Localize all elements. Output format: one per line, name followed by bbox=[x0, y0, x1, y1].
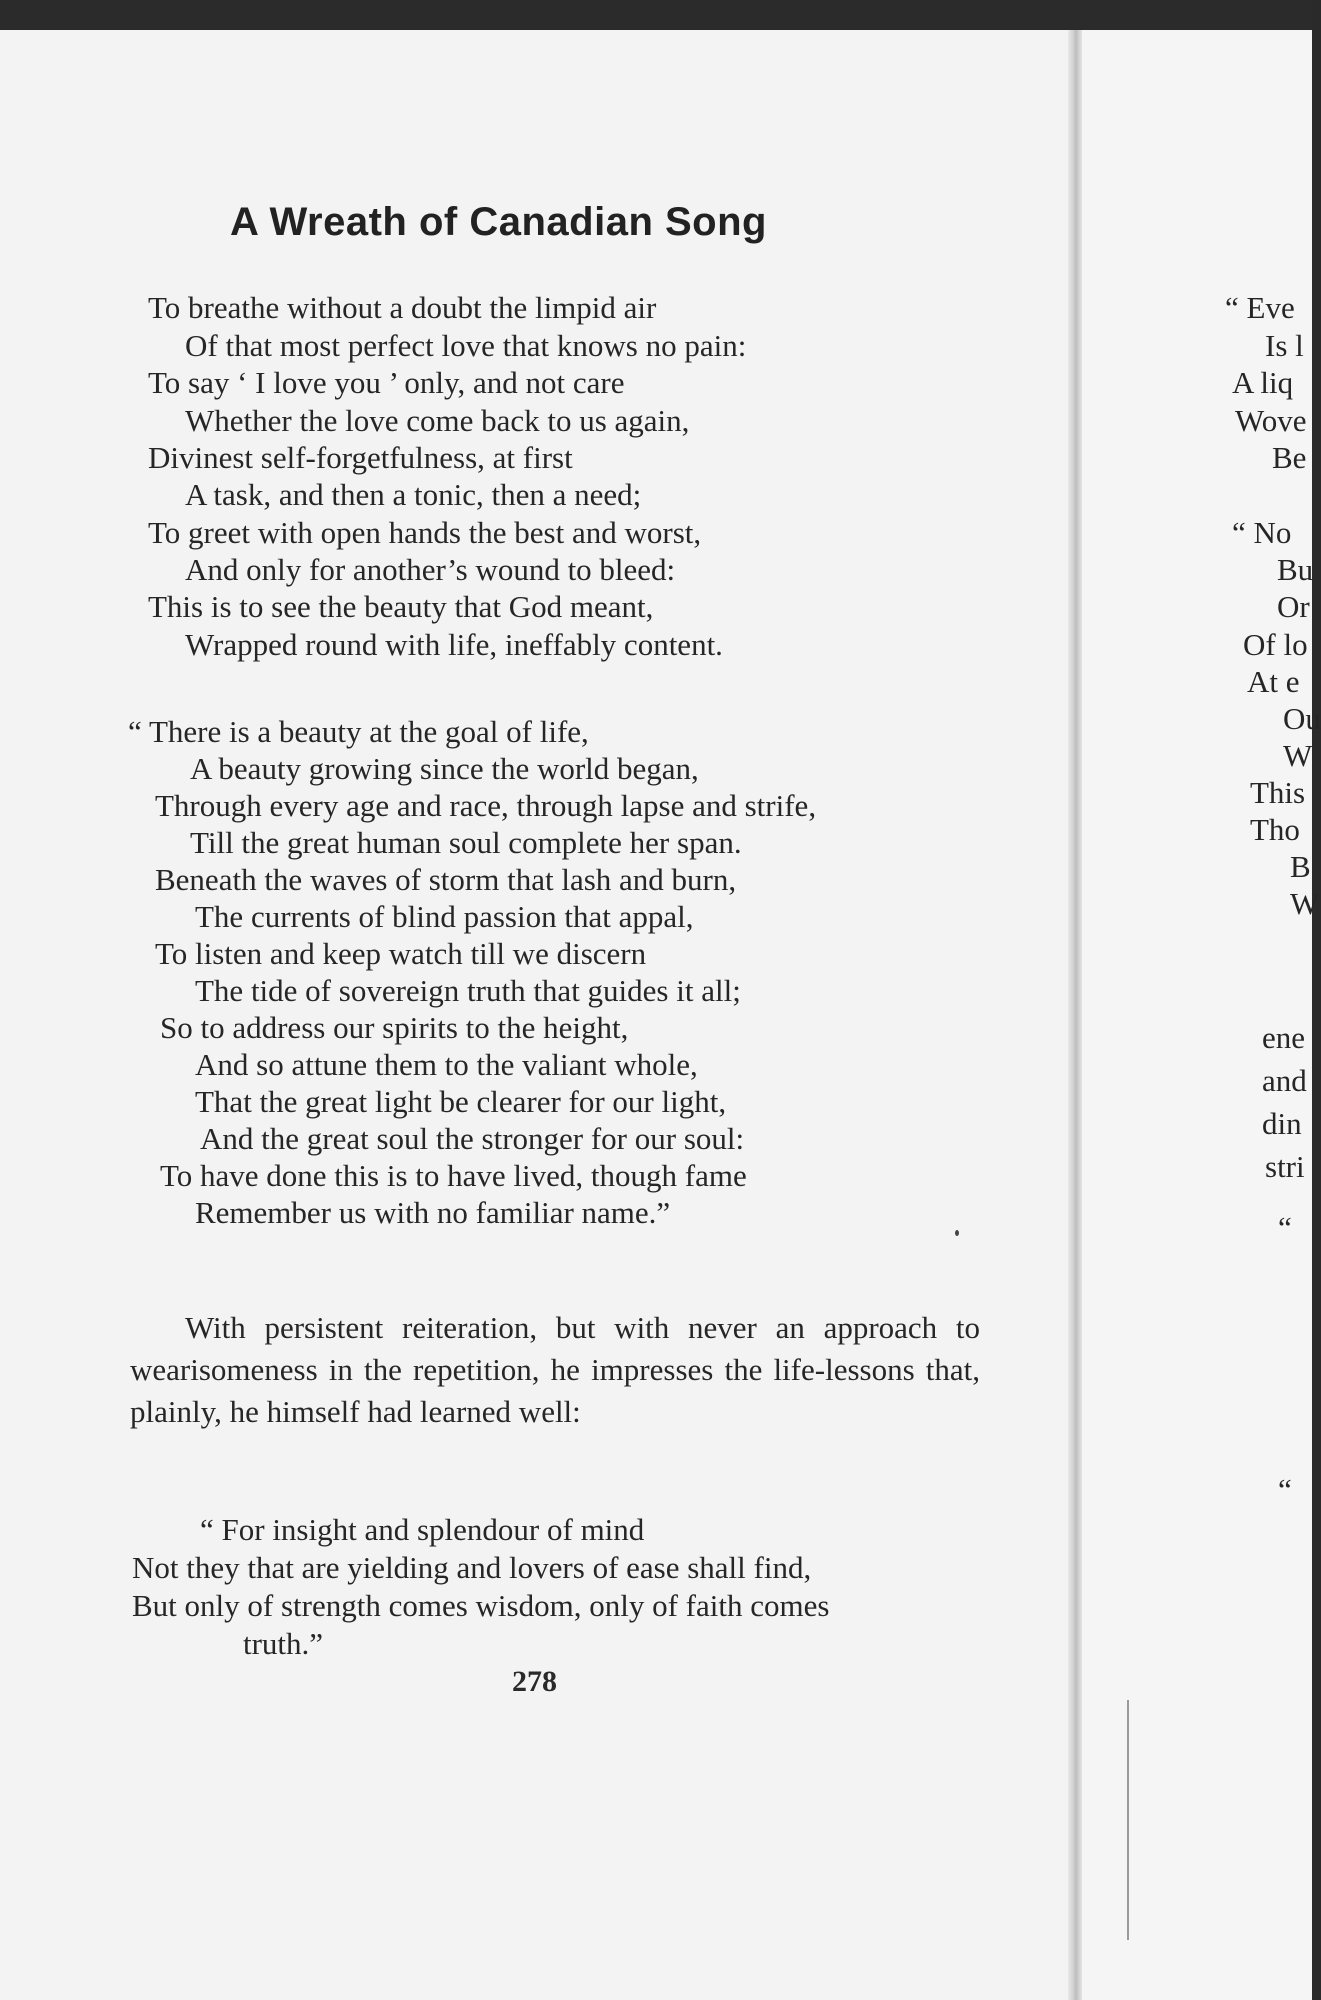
right-page-fragment: stri bbox=[1265, 1149, 1305, 1184]
right-page-fragment: “ bbox=[1278, 1210, 1292, 1245]
scanner-top-edge bbox=[0, 0, 1312, 30]
poem-line: Through every age and race, through lapse and strife, bbox=[155, 788, 817, 823]
poem-line: To say ‘ I love you ’ only, and not care bbox=[148, 365, 625, 400]
right-page-fragment: and bbox=[1262, 1063, 1307, 1098]
right-page-fragment: Be bbox=[1272, 440, 1307, 475]
poem-line: This is to see the beauty that God meant, bbox=[148, 589, 654, 624]
page-number: 278 bbox=[512, 1665, 557, 1698]
poem-line: Divinest self-forgetfulness, at first bbox=[148, 440, 573, 475]
right-page-fragment: “ bbox=[1278, 1472, 1292, 1507]
poem-line: “ There is a beauty at the goal of life, bbox=[128, 714, 589, 749]
poem-line: Wrapped round with life, ineffably content. bbox=[185, 627, 723, 662]
poem-line: A task, and then a tonic, then a need; bbox=[185, 477, 642, 512]
poem-line: That the great light be clearer for our light, bbox=[195, 1084, 727, 1119]
poem-line: Till the great human soul complete her span. bbox=[190, 825, 742, 860]
right-page-fragment: W bbox=[1283, 738, 1313, 773]
poem-line: Remember us with no familiar name.” bbox=[195, 1195, 671, 1230]
quote-line: truth.” bbox=[243, 1626, 324, 1661]
poem-line: Of that most perfect love that knows no pain: bbox=[185, 328, 747, 363]
quote-line: Not they that are yielding and lovers of ease shall find, bbox=[132, 1550, 812, 1585]
poem-line: So to address our spirits to the height, bbox=[160, 1010, 629, 1045]
right-page-fragment: “ Eve bbox=[1225, 290, 1295, 325]
quote-line: “ For insight and splendour of mind bbox=[200, 1512, 645, 1547]
poem-line: Whether the love come back to us again, bbox=[185, 403, 690, 438]
right-page-fragment: Wove bbox=[1235, 403, 1307, 438]
right-page-fragment: Bu bbox=[1277, 552, 1314, 587]
poem-line: To listen and keep watch till we discern bbox=[155, 936, 647, 971]
right-page-fragment: W bbox=[1290, 886, 1320, 921]
right-page-fragment: B bbox=[1290, 849, 1311, 884]
right-page-fragment: At e bbox=[1247, 664, 1300, 699]
ink-speck bbox=[955, 1230, 959, 1236]
poem-line: The currents of blind passion that appal, bbox=[195, 899, 694, 934]
poem-line: And the great soul the stronger for our soul: bbox=[200, 1121, 745, 1156]
prose-paragraph: With persistent reiteration, but with never an approach to wearisomeness in the repetition, he impresses the life-lessons that, plainly, he himself had learned well: bbox=[130, 1310, 980, 1429]
right-page-fragment: This bbox=[1250, 775, 1306, 810]
poem-line: And so attune them to the valiant whole, bbox=[195, 1047, 698, 1082]
poem-line: To greet with open hands the best and worst, bbox=[148, 515, 702, 550]
page-edge-line bbox=[1127, 1700, 1129, 1940]
right-page-fragment: ene bbox=[1262, 1020, 1306, 1055]
right-page-fragment: din bbox=[1262, 1106, 1302, 1141]
right-page-fragment: Is l bbox=[1265, 328, 1304, 363]
right-page-fragment: Of lo bbox=[1243, 627, 1308, 662]
poem-line: Beneath the waves of storm that lash and burn, bbox=[155, 862, 737, 897]
book-gutter bbox=[1068, 30, 1082, 2000]
right-page-fragment: “ No bbox=[1232, 515, 1292, 550]
poem-line: And only for another’s wound to bleed: bbox=[185, 552, 676, 587]
poem-line: To have done this is to have lived, though fame bbox=[160, 1158, 747, 1193]
right-page-fragment: Tho bbox=[1250, 812, 1300, 847]
poem-line: The tide of sovereign truth that guides it all; bbox=[195, 973, 741, 1008]
running-head: A Wreath of Canadian Song bbox=[230, 200, 767, 244]
right-page-fragment: A liq bbox=[1232, 365, 1294, 400]
poem-line: To breathe without a doubt the limpid air bbox=[148, 290, 657, 325]
right-page-fragment: Ou bbox=[1283, 701, 1321, 736]
poem-line: A beauty growing since the world began, bbox=[190, 751, 699, 786]
quote-line: But only of strength comes wisdom, only of faith comes bbox=[132, 1588, 830, 1623]
right-page-fragment: Or bbox=[1277, 589, 1310, 624]
